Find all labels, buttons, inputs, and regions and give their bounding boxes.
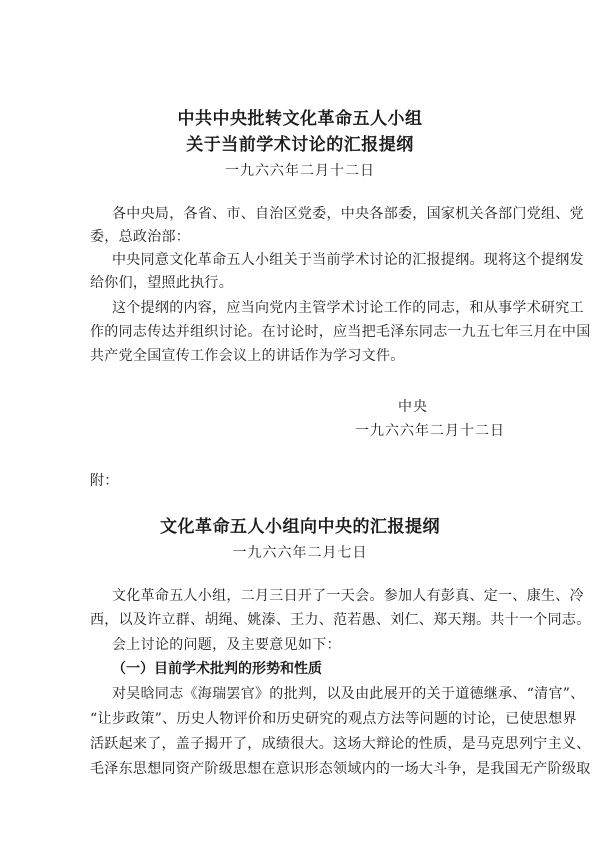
doc2-para2-line1: 会上讨论的问题，及主要意见如下：: [112, 637, 341, 653]
doc1-title-line2: 关于当前学术讨论的汇报提纲: [186, 135, 414, 155]
doc2-section1-line1: 对吴晗同志《海瑞罢官》的批判，以及由此展开的关于道德继承、“清官”、: [112, 686, 585, 702]
doc1-addressee-line1: 各中央局，各省、市、自治区党委，中央各部委，国家机关各部门党组、党: [112, 206, 584, 222]
doc2-date: 一九六六年二月七日: [232, 545, 368, 561]
doc1-para2-line3: 共产党全国宣传工作会议上的讲话作为学习文件。: [90, 348, 405, 364]
doc1-date: 一九六六年二月十二日: [225, 163, 375, 179]
doc1-para2-line2: 作的同志传达并组织讨论。在讨论时，应当把毛泽东同志一九五七年三月在中国: [90, 324, 591, 340]
doc1-para1-line2: 给你们，望照此执行。: [90, 275, 233, 291]
doc1-title-line1: 中共中央批转文化革命五人小组: [177, 109, 423, 129]
appendix-label: 附：: [90, 473, 119, 489]
doc2-title: 文化革命五人小组向中央的汇报提纲: [160, 517, 440, 537]
doc1-para1-line1: 中央同意文化革命五人小组关于当前学术讨论的汇报提纲。现将这个提纲发: [112, 252, 584, 268]
doc2-section1-line2: “让步政策”、历史人物评价和历史研究的观点方法等问题的讨论，已使思想界: [90, 711, 577, 727]
doc1-signature: 中央: [398, 399, 428, 415]
doc1-addressee-line2: 委，总政治部：: [90, 229, 191, 245]
doc2-section1-line4: 毛泽东思想同资产阶级思想在意识形态领域内的一场大斗争，是我国无产阶级取: [90, 761, 591, 777]
doc2-section1-heading: （一）目前学术批判的形势和性质: [112, 661, 322, 677]
doc2-section1-line3: 活跃起来了，盖子揭开了，成绩很大。这场大辩论的性质，是马克思列宁主义、: [90, 736, 591, 752]
doc1-signature-date: 一九六六年二月十二日: [355, 423, 505, 439]
doc2-para1-line1: 文化革命五人小组，二月三日开了一天会。参加人有彭真、定一、康生、冷: [112, 588, 584, 604]
doc2-para1-line2: 西，以及许立群、胡绳、姚溱、王力、范若愚、刘仁、郑天翔。共十一个同志。: [90, 612, 591, 628]
doc1-para2-line1: 这个提纲的内容，应当向党内主管学术讨论工作的同志，和从事学术研究工: [112, 300, 584, 316]
